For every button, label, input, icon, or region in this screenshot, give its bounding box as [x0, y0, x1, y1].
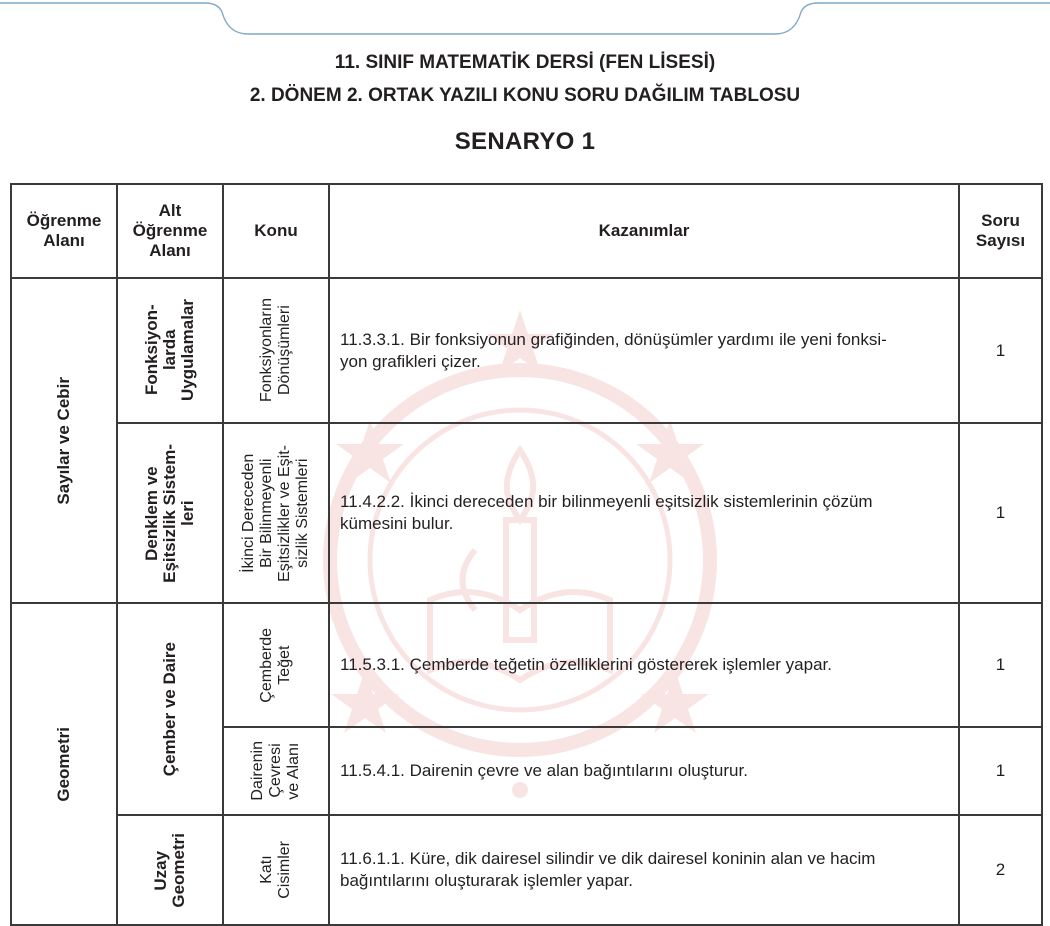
outcome-cell	[329, 423, 959, 603]
header-row	[11, 184, 1042, 278]
outcome-text: 11.3.3.1. Bir fonksiyonun grafiğinden, dönüşümler yardımı ile yeni fonksi- yon grafikleri çizer.	[340, 329, 887, 371]
header-ogrenme-alani: Öğrenme Alanı	[11, 184, 117, 278]
topic-cell	[223, 815, 329, 925]
header-alt-ogrenme-alani: Alt Öğrenme Alanı	[117, 184, 223, 278]
header-soru-sayisi: Soru Sayısı	[959, 184, 1042, 278]
outcome-cell	[329, 727, 959, 815]
question-count: 1	[995, 761, 1006, 780]
topic-cell	[223, 423, 329, 603]
learning-area-label: Sayılar ve Cebir	[54, 376, 73, 505]
question-count-cell	[959, 423, 1042, 603]
outcome-cell	[329, 603, 959, 727]
subarea-label: Denklem ve Eşitsizlik Sistem- leri	[142, 443, 197, 583]
question-count-cell	[959, 603, 1042, 727]
document-title: 11. SINIF MATEMATİK DERSİ (FEN LİSESİ)	[334, 52, 716, 73]
topic-cell	[223, 278, 329, 423]
question-count: 1	[995, 655, 1006, 674]
learning-area-cell	[11, 603, 117, 925]
question-count-cell	[959, 278, 1042, 423]
table-row	[11, 815, 1042, 925]
outcome-text: 11.6.1.1. Küre, dik dairesel silindir ve dik dairesel koninin alan ve hacim bağıntılarını oluşturarak işlemler yapar.	[340, 849, 876, 890]
table-row	[11, 423, 1042, 603]
subarea-cell	[117, 603, 223, 815]
outcome-cell	[329, 815, 959, 925]
learning-area-cell	[11, 278, 117, 603]
topic-cell	[223, 727, 329, 815]
scenario-title: SENARYO 1	[454, 128, 596, 155]
topic-label: Çemberde Teğet	[258, 627, 293, 703]
question-count: 2	[995, 860, 1006, 879]
document-subtitle: 2. DÖNEM 2. ORTAK YAZILI KONU SORU DAĞILIM TABLOSU	[249, 85, 801, 106]
header-konu: Konu	[223, 184, 329, 278]
question-count: 1	[995, 340, 1006, 360]
topic-label: Fonksiyonların Dönüşümleri	[258, 298, 293, 403]
question-count-cell	[959, 727, 1042, 815]
subarea-cell	[117, 278, 223, 423]
question-count: 1	[995, 503, 1006, 522]
header-kazanimlar: Kazanımlar	[329, 184, 959, 278]
topic-cell	[223, 603, 329, 727]
subarea-label: Fonksiyon- larda Uygulamalar	[142, 299, 197, 402]
topic-label: İkinci Dereceden Bir Bilinmeyenli Eşitsizlikler ve Eşit- sizlik Sistemleri	[240, 444, 311, 582]
table-row	[11, 603, 1042, 727]
topic-distribution-table	[10, 183, 1043, 926]
subarea-cell	[117, 423, 223, 603]
subarea-label: Çember ve Daire	[160, 641, 179, 777]
outcome-text: 11.5.4.1. Dairenin çevre ve alan bağıntılarını oluşturur.	[340, 761, 748, 780]
table-row	[11, 278, 1042, 423]
outcome-text: 11.4.2.2. İkinci dereceden bir bilinmeyenli eşitsizlik sistemlerinin çözüm kümesini bulur.	[340, 492, 873, 533]
topic-label: Katı Cisimler	[258, 841, 293, 899]
question-count-cell	[959, 815, 1042, 925]
header-frame	[0, 0, 1050, 40]
topic-label: Dairenin Çevresi ve Alanı	[249, 741, 302, 801]
subarea-label: Uzay Geometri	[151, 832, 188, 908]
outcome-cell	[329, 278, 959, 423]
learning-area-label: Geometri	[54, 726, 73, 802]
outcome-text: 11.5.3.1. Çemberde teğetin özelliklerini göstererek işlemler yapar.	[340, 655, 832, 674]
subarea-cell	[117, 815, 223, 925]
